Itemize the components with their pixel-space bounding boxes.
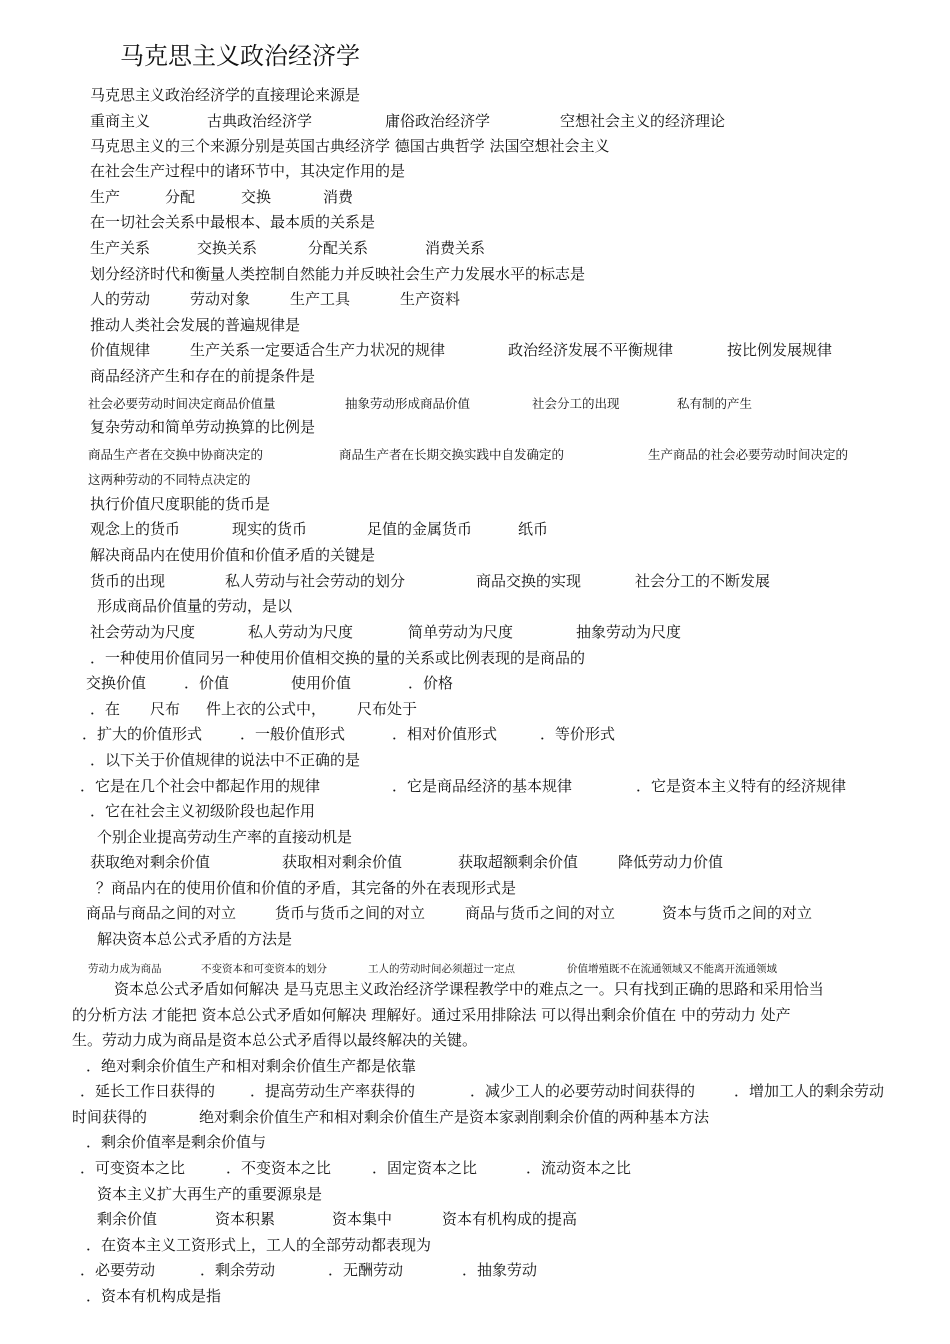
question-text: 马克思主义的三个来源分别是英国古典经济学 德国古典哲学 法国空想社会主义 bbox=[90, 137, 610, 155]
option-text: 人的劳动 bbox=[90, 290, 151, 308]
option-text: 不变资本和可变资本的划分 bbox=[201, 963, 327, 975]
question-text: ．以下关于价值规律的说法中不正确的是 bbox=[90, 751, 361, 769]
option-text: 现实的货币 bbox=[232, 520, 308, 538]
option-text: 足值的金属货币 bbox=[367, 520, 473, 538]
option-text: 重商主义 bbox=[90, 112, 151, 130]
option-text: ．它是资本主义特有的经济规律 bbox=[636, 777, 847, 795]
question-text: 资本主义扩大再生产的重要源泉是 bbox=[97, 1185, 323, 1203]
question-text: 在社会生产过程中的诸环节中，其决定作用的是 bbox=[90, 162, 406, 180]
option-text: 社会分工的不断发展 bbox=[635, 572, 771, 590]
option-text: 尺布 bbox=[150, 700, 181, 718]
option-text: 劳动对象 bbox=[190, 290, 251, 308]
option-text: 资本与货币之间的对立 bbox=[662, 904, 813, 922]
option-text: 资本积累 bbox=[215, 1210, 276, 1228]
option-text: 件上衣的公式中， bbox=[206, 700, 327, 718]
option-text: 纸币 bbox=[518, 520, 549, 538]
option-text: ．可变资本之比 bbox=[80, 1159, 186, 1177]
question-text: ．绝对剩余价值生产和相对剩余价值生产都是依靠 bbox=[86, 1057, 417, 1075]
option-text: ．提高劳动生产率获得的 bbox=[250, 1082, 416, 1100]
question-text: 解决商品内在使用价值和价值矛盾的关键是 bbox=[90, 546, 376, 564]
option-text: ．增加工人的剩余劳动 bbox=[734, 1082, 885, 1100]
option-text: 工人的劳动时间必须超过一定点 bbox=[368, 963, 515, 975]
option-text: 尺布处于 bbox=[357, 700, 418, 718]
question-text: 形成商品价值量的劳动，是以 bbox=[97, 597, 293, 615]
option-text: 分配关系 bbox=[308, 239, 369, 257]
option-text: ．不变资本之比 bbox=[226, 1159, 332, 1177]
option-text: 政治经济发展不平衡规律 bbox=[508, 341, 674, 359]
option-text: 资本集中 bbox=[332, 1210, 393, 1228]
option-text: 获取绝对剩余价值 bbox=[90, 853, 211, 871]
option-text: 社会必要劳动时间决定商品价值量 bbox=[88, 396, 276, 411]
option-text: 价值规律 bbox=[90, 341, 151, 359]
option-text: ．等价形式 bbox=[540, 725, 616, 743]
option-text: 生产资料 bbox=[400, 290, 461, 308]
option-text: 古典政治经济学 bbox=[207, 112, 313, 130]
question-text: 生。劳动力成为商品是资本总公式矛盾得以最终解决的关键。 bbox=[72, 1031, 478, 1049]
option-text: 消费 bbox=[323, 188, 354, 206]
option-text: ．必要劳动 bbox=[80, 1261, 156, 1279]
option-text: 获取相对剩余价值 bbox=[282, 853, 403, 871]
option-text: 劳动力成为商品 bbox=[88, 963, 162, 975]
option-text: 商品与货币之间的对立 bbox=[465, 904, 616, 922]
option-text: 生产 bbox=[90, 188, 121, 206]
option-text: 抽象劳动为尺度 bbox=[576, 623, 682, 641]
option-text: 货币的出现 bbox=[90, 572, 166, 590]
option-text: ．减少工人的必要劳动时间获得的 bbox=[470, 1082, 696, 1100]
option-text: ．它是在几个社会中都起作用的规律 bbox=[80, 777, 321, 795]
question-text: 解决资本总公式矛盾的方法是 bbox=[97, 930, 293, 948]
option-text: 资本有机构成的提高 bbox=[442, 1210, 578, 1228]
option-text: 商品生产者在交换中协商决定的 bbox=[88, 447, 264, 462]
option-text: 交换 bbox=[241, 188, 272, 206]
option-text: ．在 bbox=[90, 700, 121, 718]
option-text: 价值增殖既不在流通领域又不能离开流通领域 bbox=[567, 963, 777, 975]
question-text: 商品经济产生和存在的前提条件是 bbox=[90, 367, 316, 385]
option-text: 庸俗政治经济学 bbox=[385, 112, 491, 130]
question-text: 划分经济时代和衡量人类控制自然能力并反映社会生产力发展水平的标志是 bbox=[90, 265, 586, 283]
option-text: 交换价值 bbox=[86, 674, 147, 692]
option-text: 观念上的货币 bbox=[90, 520, 181, 538]
option-text: 使用价值 bbox=[291, 674, 352, 692]
option-text: 分配 bbox=[165, 188, 196, 206]
option-text: 剩余价值 bbox=[97, 1210, 158, 1228]
question-text: 马克思主义政治经济学的直接理论来源是 bbox=[90, 86, 361, 104]
option-text: 社会劳动为尺度 bbox=[90, 623, 196, 641]
option-text: 商品生产者在长期交换实践中自发确定的 bbox=[339, 447, 565, 462]
option-text: ．相对价值形式 bbox=[392, 725, 498, 743]
option-text: 按比例发展规律 bbox=[727, 341, 833, 359]
option-text: 私有制的产生 bbox=[677, 396, 753, 411]
option-text: 商品交换的实现 bbox=[476, 572, 582, 590]
question-text: 这两种劳动的不同特点决定的 bbox=[88, 472, 251, 487]
question-text: 在一切社会关系中最根本、最本质的关系是 bbox=[90, 213, 376, 231]
option-text: ．价格 bbox=[408, 674, 454, 692]
question-text: 执行价值尺度职能的货币是 bbox=[90, 495, 271, 513]
option-text: ．扩大的价值形式 bbox=[82, 725, 203, 743]
option-text: ．流动资本之比 bbox=[526, 1159, 632, 1177]
option-text: ．一般价值形式 bbox=[240, 725, 346, 743]
option-text: ．剩余劳动 bbox=[200, 1261, 276, 1279]
option-text: 简单劳动为尺度 bbox=[408, 623, 514, 641]
option-text: 社会分工的出现 bbox=[532, 396, 620, 411]
question-text: ．剩余价值率是剩余价值与 bbox=[86, 1133, 267, 1151]
option-text: 抽象劳动形成商品价值 bbox=[345, 396, 471, 411]
option-text: 空想社会主义的经济理论 bbox=[560, 112, 726, 130]
question-text: 推动人类社会发展的普遍规律是 bbox=[90, 316, 301, 334]
option-text: 生产关系一定要适合生产力状况的规律 bbox=[190, 341, 446, 359]
option-text: ．无酬劳动 bbox=[328, 1261, 404, 1279]
option-text: ．价值 bbox=[184, 674, 230, 692]
option-text: 交换关系 bbox=[197, 239, 258, 257]
option-text: ．抽象劳动 bbox=[462, 1261, 538, 1279]
question-text: ．一种使用价值同另一种使用价值相交换的量的关系或比例表现的是商品的 bbox=[90, 649, 586, 667]
option-text: 商品与商品之间的对立 bbox=[86, 904, 237, 922]
option-text: ．它是商品经济的基本规律 bbox=[392, 777, 573, 795]
option-text: 生产工具 bbox=[290, 290, 351, 308]
option-text: ．延长工作日获得的 bbox=[80, 1082, 216, 1100]
option-text: ．固定资本之比 bbox=[372, 1159, 478, 1177]
option-text: 私人劳动为尺度 bbox=[248, 623, 354, 641]
page-title: 马克思主义政治经济学 bbox=[120, 42, 360, 70]
question-text: ．资本有机构成是指 bbox=[86, 1287, 222, 1305]
question-text: ．它在社会主义初级阶段也起作用 bbox=[90, 802, 316, 820]
option-text: 生产关系 bbox=[90, 239, 151, 257]
option-text: 绝对剩余价值生产和相对剩余价值生产是资本家剥削剩余价值的两种基本方法 bbox=[199, 1108, 710, 1126]
question-text: 的分析方法 才能把 资本总公式矛盾如何解决 理解好。通过采用排除法 可以得出剩余价值在 中的劳动力 处产 bbox=[72, 1006, 791, 1024]
option-text: 消费关系 bbox=[425, 239, 486, 257]
option-text: 货币与货币之间的对立 bbox=[275, 904, 426, 922]
option-text: 私人劳动与社会劳动的划分 bbox=[225, 572, 406, 590]
option-text: 生产商品的社会必要劳动时间决定的 bbox=[648, 447, 849, 462]
question-text: 复杂劳动和简单劳动换算的比例是 bbox=[90, 418, 316, 436]
option-text: 时间获得的 bbox=[72, 1108, 148, 1126]
question-text: ？商品内在的使用价值和价值的矛盾，其完备的外在表现形式是 bbox=[96, 879, 517, 897]
question-text: 资本总公式矛盾如何解决 是马克思主义政治经济学课程教学中的难点之一。只有找到正确的思路和采用恰当 bbox=[114, 980, 824, 998]
question-text: ．在资本主义工资形式上，工人的全部劳动都表现为 bbox=[86, 1236, 432, 1254]
option-text: 获取超额剩余价值 bbox=[458, 853, 579, 871]
question-text: 个别企业提高劳动生产率的直接动机是 bbox=[97, 828, 353, 846]
option-text: 降低劳动力价值 bbox=[618, 853, 724, 871]
